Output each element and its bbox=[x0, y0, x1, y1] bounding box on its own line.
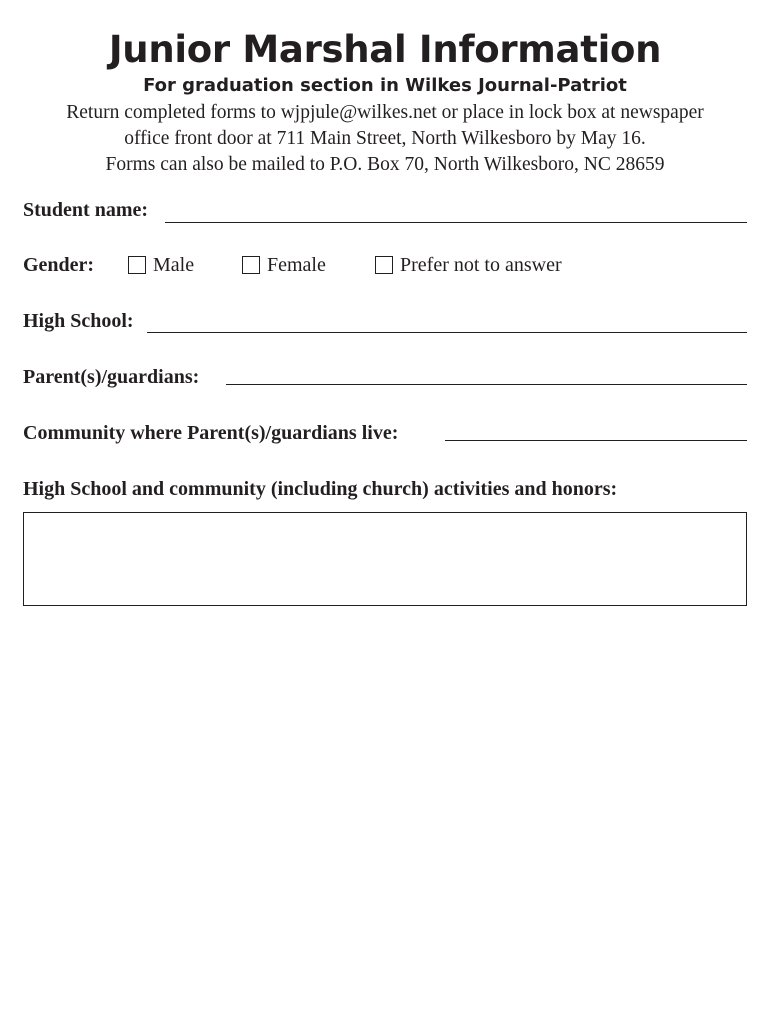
gender-label: Gender: bbox=[23, 254, 95, 276]
male-option-label: Male bbox=[153, 254, 195, 276]
male-checkbox[interactable] bbox=[128, 256, 146, 274]
community-field[interactable] bbox=[445, 440, 747, 441]
form-title: Junior Marshal Information bbox=[108, 28, 662, 71]
form-subtitle: For graduation section in Wilkes Journal-Patriot bbox=[143, 75, 627, 96]
student-name-field[interactable] bbox=[165, 222, 747, 223]
instructions-line-3: Forms can also be mailed to P.O. Box 70, North Wilkesboro, NC 28659 bbox=[105, 154, 665, 175]
high-school-label: High School: bbox=[23, 310, 134, 332]
female-checkbox[interactable] bbox=[242, 256, 260, 274]
prefer-not-option-label: Prefer not to answer bbox=[400, 254, 562, 276]
activities-textarea[interactable] bbox=[23, 512, 747, 606]
community-label: Community where Parent(s)/guardians live: bbox=[23, 422, 399, 444]
student-name-label: Student name: bbox=[23, 199, 149, 221]
gender-option-female[interactable] bbox=[242, 252, 326, 278]
activities-label: High School and community (including church) activities and honors: bbox=[23, 478, 618, 500]
parents-label: Parent(s)/guardians: bbox=[23, 366, 200, 388]
gender-option-male[interactable] bbox=[128, 252, 194, 278]
gender-option-prefer-not[interactable] bbox=[375, 252, 562, 278]
prefer-not-checkbox[interactable] bbox=[375, 256, 393, 274]
high-school-field[interactable] bbox=[147, 332, 747, 333]
instructions-line-2: office front door at 711 Main Street, North Wilkesboro by May 16. bbox=[124, 128, 646, 149]
instructions-line-1: Return completed forms to wjpjule@wilkes.net or place in lock box at newspaper bbox=[66, 102, 704, 123]
parents-field[interactable] bbox=[226, 384, 747, 385]
female-option-label: Female bbox=[267, 254, 326, 276]
